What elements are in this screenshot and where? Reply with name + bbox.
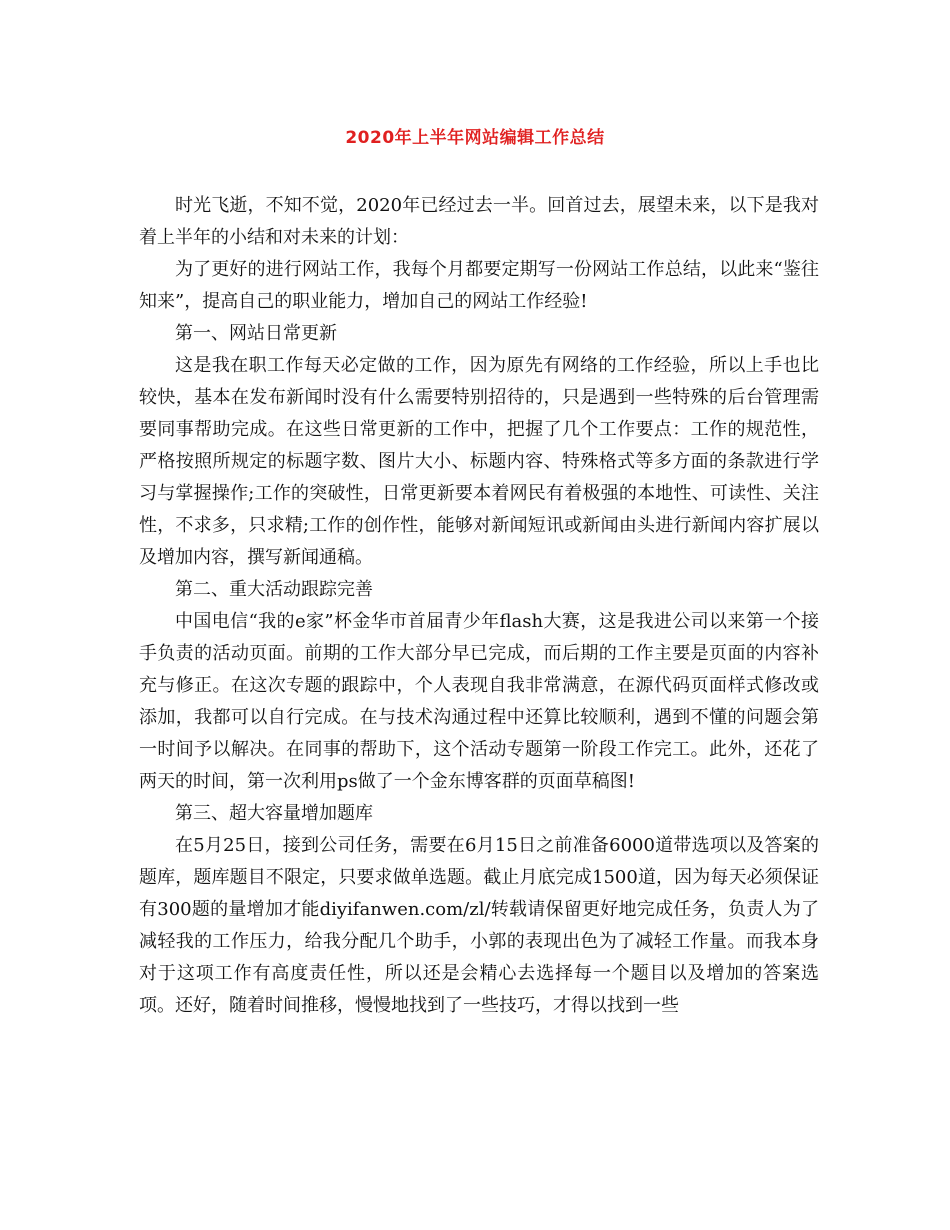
paragraph-intro: 时光飞逝，不知不觉，2020年已经过去一半。回首过去，展望未来，以下是我对着上半年的小结和对未来的计划：: [139, 195, 819, 248]
paragraph-major-events: 中国电信“我的e家”杯金华市首届青少年flash大赛，这是我进公司以来第一个接手负责的活动页面。前期的工作大部分早已完成，而后期的工作主要是页面的内容补充与修正。在这次专题的跟踪中，个人表现自我非常满意，在源代码页面样式修改或添加，我都可以自行完成。在与技术沟通过程中还算比较顺利，遇到不懂的问题会第一时间予以解决。在同事的帮助下，这个活动专题第一阶段工作完工。此外，还花了两天的时间，第一次利用ps做了一个金东博客群的页面草稿图!: [139, 611, 819, 792]
document-title: 2020年上半年网站编辑工作总结: [345, 128, 605, 148]
paragraph-question-bank: 在5月25日，接到公司任务，需要在6月15日之前准备6000道带选项以及答案的题库，题库题目不限定，只要求做单选题。截止月底完成1500道，因为每天必须保证有300题的量增加才能diyifanwen.com/zl/转载请保留更好地完成任务，负责人为了减轻我的工作压力，给我分配几个助手，小郭的表现出色为了减轻工作量。而我本身对于这项工作有高度责任性，所以还是会精心去选择每一个题目以及增加的答案选项。还好，随着时间推移，慢慢地找到了一些技巧，才得以找到一些: [139, 835, 819, 1016]
section-heading-major-events: 第二、重大活动跟踪完善: [175, 579, 373, 600]
section-heading-question-bank: 第三、超大容量增加题库: [175, 803, 373, 824]
paragraph-purpose: 为了更好的进行网站工作，我每个月都要定期写一份网站工作总结，以此来“鉴往知来”，提高自己的职业能力，增加自己的网站工作经验!: [139, 259, 819, 312]
document-body: [139, 190, 819, 1022]
paragraph-daily-update: 这是我在职工作每天必定做的工作，因为原先有网络的工作经验，所以上手也比较快，基本在发布新闻时没有什么需要特别招待的，只是遇到一些特殊的后台管理需要同事帮助完成。在这些日常更新的工作中，把握了几个工作要点：工作的规范性，严格按照所规定的标题字数、图片大小、标题内容、特殊格式等多方面的条款进行学习与掌握操作;工作的突破性，日常更新要本着网民有着极强的本地性、可读性、关注性，不求多，只求精;工作的创作性，能够对新闻短讯或新闻由头进行新闻内容扩展以及增加内容，撰写新闻通稿。: [139, 355, 819, 568]
section-heading-daily-update: 第一、网站日常更新: [175, 323, 337, 344]
